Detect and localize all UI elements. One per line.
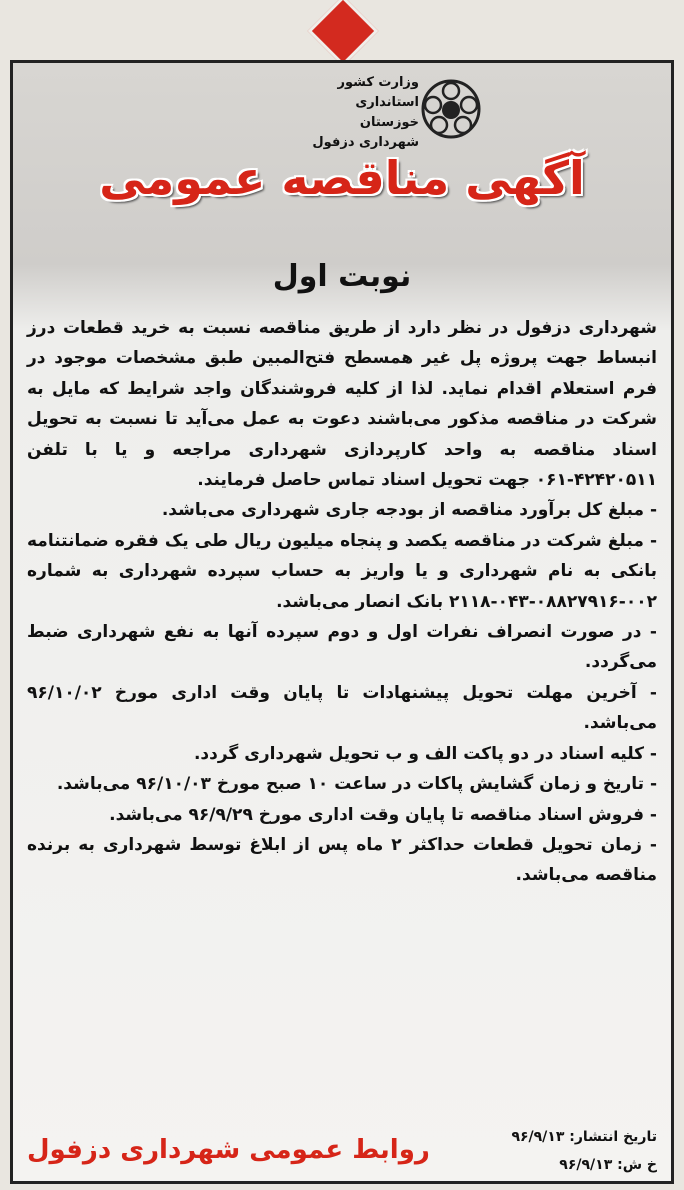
announcement-body xyxy=(27,313,657,891)
paragraph-item: - فروش اسناد مناقصه تا پایان وقت اداری مورخ ۹۶/۹/۲۹ می‌باشد. xyxy=(109,804,657,825)
paragraph-item: - تاریخ و زمان گشایش پاکات در ساعت ۱۰ صبح مورخ ۹۶/۱۰/۰۳ می‌باشد. xyxy=(56,774,657,795)
public-relations-signature: روابط عمومی شهرداری دزفول xyxy=(27,1135,430,1165)
decorative-diamond xyxy=(308,0,379,66)
province-line: استانداری خوزستان xyxy=(355,95,419,130)
tender-advertisement xyxy=(10,60,674,1184)
paragraph-item: - آخرین مهلت تحویل پیشنهادات تا پایان وقت اداری مورخ ۹۶/۱۰/۰۲ می‌باشد. xyxy=(27,682,657,734)
footer xyxy=(27,1129,657,1185)
paragraph-item: - زمان تحویل قطعات حداکثر ۲ ماه پس از ابلاغ توسط شهرداری به برنده مناقصه می‌باشد. xyxy=(27,834,657,886)
ministry-block xyxy=(311,73,419,153)
ministry-line: وزارت کشور xyxy=(337,75,419,90)
second-date: خ ش: ۹۶/۹/۱۳ xyxy=(559,1157,657,1173)
publish-date: تاریخ انتشار: ۹۶/۹/۱۳ xyxy=(511,1129,657,1145)
paragraph-item: - کلیه اسناد در دو پاکت الف و ب تحویل شهرداری گردد. xyxy=(193,743,657,764)
page-title: آگهی مناقصه عمومی xyxy=(99,151,585,205)
paragraph-item: - در صورت انصراف نفرات اول و دوم سپرده آنها به نفع شهرداری ضبط می‌گردد. xyxy=(27,622,657,673)
page-subtitle: نوبت اول xyxy=(272,259,412,294)
municipality-line: شهرداری دزفول xyxy=(312,135,419,150)
paragraph-item: - مبلغ شرکت در مناقصه یکصد و پنجاه میلیون ریال طی یک فقره ضمانتنامه بانکی به نام شهرداری و یا واریز به حساب سپرده شهرداری به شماره ۰۰۲-۰۸۸۲۷۹۱۶-۰۴۳-۲۱۱۸ بانک انصار می‌باشد. xyxy=(27,530,657,612)
paragraph-item: - مبلغ کل برآورد مناقصه از بودجه جاری شهرداری می‌باشد. xyxy=(161,500,657,521)
paragraph-intro: شهرداری دزفول در نظر دارد از طریق مناقصه نسبت به خرید قطعات درز انبساط جهت پروژه پل غیر همسطح فتح‌المبین طبق مشخصات موجود در فرم استعلام اقدام نماید. لذا از کلیه فروشندگان واجد شرایط که مایل به شرکت در مناقصه مذکور می‌باشند دعوت به عمل می‌آید تا نسبت به تحویل اسناد مناقصه به واحد کارپردازی شهرداری مراجعه و یا با تلفن ۴۲۴۲۰۵۱۱-۰۶۱ جهت تحویل اسناد تماس حاصل فرمایند. xyxy=(27,318,657,491)
municipality-emblem-icon xyxy=(419,77,483,141)
